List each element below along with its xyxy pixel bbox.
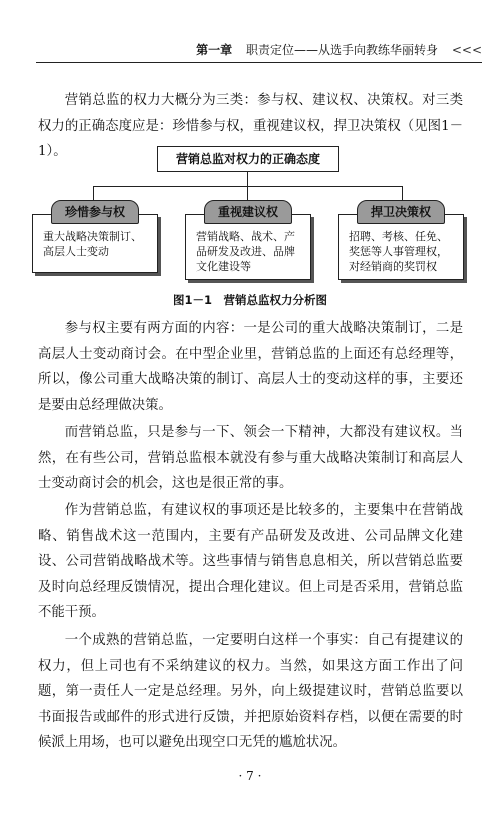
diagram-root: 营销总监对权力的正确态度	[157, 146, 339, 172]
chapter-title: 职责定位——从选手向教练华丽转身	[245, 43, 438, 57]
connector-horizontal	[93, 186, 403, 187]
connector-middle	[247, 186, 248, 200]
connector-right	[402, 186, 403, 200]
connector-left	[93, 186, 94, 200]
branch-body: 重大战略决策制订、高层人士变动	[32, 214, 158, 273]
connector-root	[247, 172, 248, 186]
branch-body: 营销战略、战术、产品研发及改进、品牌文化建设等	[185, 214, 311, 280]
branch-participation	[32, 200, 158, 273]
paragraph-mature-director: 一个成熟的营销总监，一定要明白这样一个事实：自己有提建议的权力，但上司也有不采纳建议的权力。当然，如果这方面工作出了问题，第一责任人一定是总经理。另外，向上级提建议时，营销总监要以书面报告或邮件的形式进行反馈，并把原始资料存档，以便在需要的时候派上用场，也可以避免出现空口无凭的尴尬状况。	[38, 633, 463, 750]
branch-suggestion	[185, 200, 311, 280]
branch-body: 招聘、考核、任免、奖惩等人事管理权，对经销商的奖罚权	[338, 214, 464, 280]
running-header	[36, 40, 482, 63]
chapter-label: 第一章	[196, 43, 233, 57]
header-mark: <<<	[451, 43, 482, 57]
figure-caption: 图1－1 营销总监权力分析图	[172, 293, 327, 307]
branch-title: 重视建议权	[204, 200, 292, 224]
paragraph-director-role: 而营销总监，只是参与一下、领会一下精神，大都没有建议权。当然，在有些公司，营销总监根本就没有参与重大战略决策制订和高层人士变动商讨会的机会，这也是很正常的事。	[38, 425, 463, 491]
branch-title: 捍卫决策权	[357, 200, 445, 224]
paragraph-suggestion-right: 作为营销总监，有建议权的事项还是比较多的，主要集中在营销战略、销售战术这一范围内，主要有产品研发及改进、公司品牌文化建设、公司营销战略战术等。这些事情与销售息息相关，所以营销总监要及时向总经理反馈情况，提出合理化建议。但上司是否采用，营销总监不能干预。	[38, 503, 463, 620]
branch-title: 珍惜参与权	[51, 200, 139, 224]
paragraph-intro: 营销总监的权力大概分为三类：参与权、建议权、决策权。对三类权力的正确态度应是：珍惜参与权，重视建议权，捍卫决策权（见图1－1）。	[38, 93, 463, 159]
page-number: · 7 ·	[238, 769, 262, 783]
power-diagram	[30, 140, 475, 280]
branch-decision	[338, 200, 464, 280]
paragraph-participation: 参与权主要有两方面的内容：一是公司的重大战略决策制订，二是高层人士变动商讨会。在中型企业里，营销总监的上面还有总经理等，所以，像公司重大战略决策的制订、高层人士的变动这样的事，主要还是要由总经理做决策。	[38, 321, 463, 413]
